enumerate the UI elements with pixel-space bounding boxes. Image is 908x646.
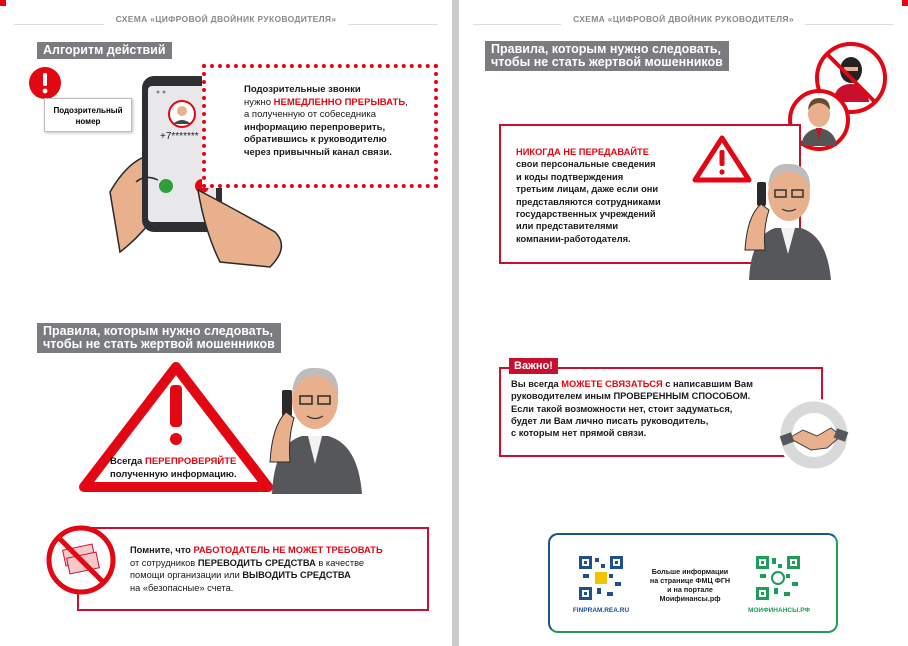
scheme-title: СХЕМА «ЦИФРОВОЙ ДВОЙНИК РУКОВОДИТЕЛЯ» [115, 14, 337, 24]
exclamation-icon [28, 66, 62, 100]
rules-heading-left [37, 323, 281, 353]
highlight: ВЫВОДИТЬ СРЕДСТВА [242, 570, 351, 580]
header-rule [14, 24, 104, 25]
masked-phone-number: +7******* [160, 131, 199, 142]
text-line: будет ли Вам лично писать руководитель, [511, 415, 709, 426]
heading-line: чтобы не стать жертвой мошенников [491, 55, 723, 69]
employer-warning-text [130, 544, 430, 594]
right-page [459, 0, 908, 646]
heading-line: Правила, которым нужно следовать, [491, 42, 721, 56]
suspicious-label: Подозрительный [53, 106, 123, 115]
text-line: нужно [244, 96, 274, 108]
rules-heading-right [485, 41, 729, 71]
text-line: информацию перепроверить, [244, 121, 386, 133]
header-rule [348, 24, 438, 25]
text-line: руководителем иным ПРОВЕРЕННЫМ СПОСОБОМ. [511, 391, 751, 402]
qr-caption-right: МОИФИНАНСЫ.РФ [747, 607, 811, 614]
text-line: или представителями [516, 221, 619, 232]
fraudster-icons [789, 40, 893, 154]
highlight: ПЕРЕВОДИТЬ СРЕДСТВА [197, 557, 316, 568]
never-share-title: НИКОГДА НЕ ПЕРЕДАВАЙТЕ [516, 147, 649, 157]
qr-code-finpram [579, 556, 623, 600]
algorithm-heading: Алгоритм действий [37, 42, 172, 59]
handshake-icon [777, 398, 851, 472]
heading-line: чтобы не стать жертвой мошенников [43, 337, 275, 351]
interrupt-calls-text [244, 84, 430, 159]
highlight: ПЕРЕПРОВЕРЯЙТЕ [144, 456, 237, 467]
text-line: на «безопасные» счета. [130, 582, 234, 593]
text-line: с которым нет прямой связи. [511, 428, 647, 439]
header-rule [805, 24, 893, 25]
text-line: свои персональные сведения [516, 159, 656, 170]
qr-code-moifinansy [756, 556, 800, 600]
text-line: и коды подтверждения [516, 171, 624, 182]
text-line: компании-работодателя. [516, 233, 631, 244]
never-share-text [516, 146, 696, 245]
recheck-text [110, 456, 270, 481]
text-line: обратившись к руководителю [244, 134, 387, 145]
suspicious-label: номер [75, 117, 101, 126]
text-line: Больше информации [651, 567, 729, 576]
qr-caption-left: FINPRAM.REA.RU [572, 607, 630, 614]
left-page [0, 0, 452, 646]
text-line: Моифинансы.рф [659, 594, 721, 603]
text-line: Всегда [110, 456, 145, 467]
text-line: третьим лицам, даже если они [516, 184, 659, 195]
text-line: и на портале [667, 585, 713, 594]
text-line: полученную информацию. [110, 468, 237, 480]
text-line: через привычный канал связи. [244, 146, 392, 158]
page-spine [452, 0, 459, 646]
highlight: НЕМЕДЛЕННО ПРЕРЫВАТЬ [273, 96, 406, 108]
text-line: представляются сотрудниками [516, 196, 661, 207]
text-line: Если такой возможности нет, стоит задуматься, [511, 403, 733, 414]
text-line: на странице ФМЦ ФГН [649, 576, 731, 585]
text-line: Подозрительные звонки [244, 84, 361, 95]
corner-mark [0, 0, 6, 6]
highlight: РАБОТОДАТЕЛЬ НЕ МОЖЕТ ТРЕБОВАТЬ [193, 545, 383, 555]
text-line: Вы всегда [511, 379, 562, 389]
header-rule [473, 24, 561, 25]
more-info-text [635, 567, 745, 603]
text-line: Помните, что [130, 545, 194, 555]
text-line: от сотрудников [130, 557, 198, 568]
heading-line: Правила, которым нужно следовать, [43, 324, 273, 338]
text-line: в качестве [315, 557, 365, 568]
text-line: , [405, 96, 408, 108]
important-text [511, 378, 811, 439]
man-on-phone-illustration [743, 146, 835, 280]
highlight: МОЖЕТЕ СВЯЗАТЬСЯ [561, 379, 663, 389]
no-money-icon [46, 525, 116, 595]
text-line: с написавшим Вам [662, 379, 753, 389]
man-on-phone-illustration [262, 352, 370, 494]
corner-mark [902, 0, 908, 6]
important-tag: Важно! [509, 358, 558, 374]
scheme-title: СХЕМА «ЦИФРОВОЙ ДВОЙНИК РУКОВОДИТЕЛЯ» [573, 14, 794, 24]
text-line: помощи организации или [130, 570, 243, 580]
text-line: а полученную от собеседника [244, 109, 377, 120]
text-line: государственных учреждений [516, 209, 656, 220]
